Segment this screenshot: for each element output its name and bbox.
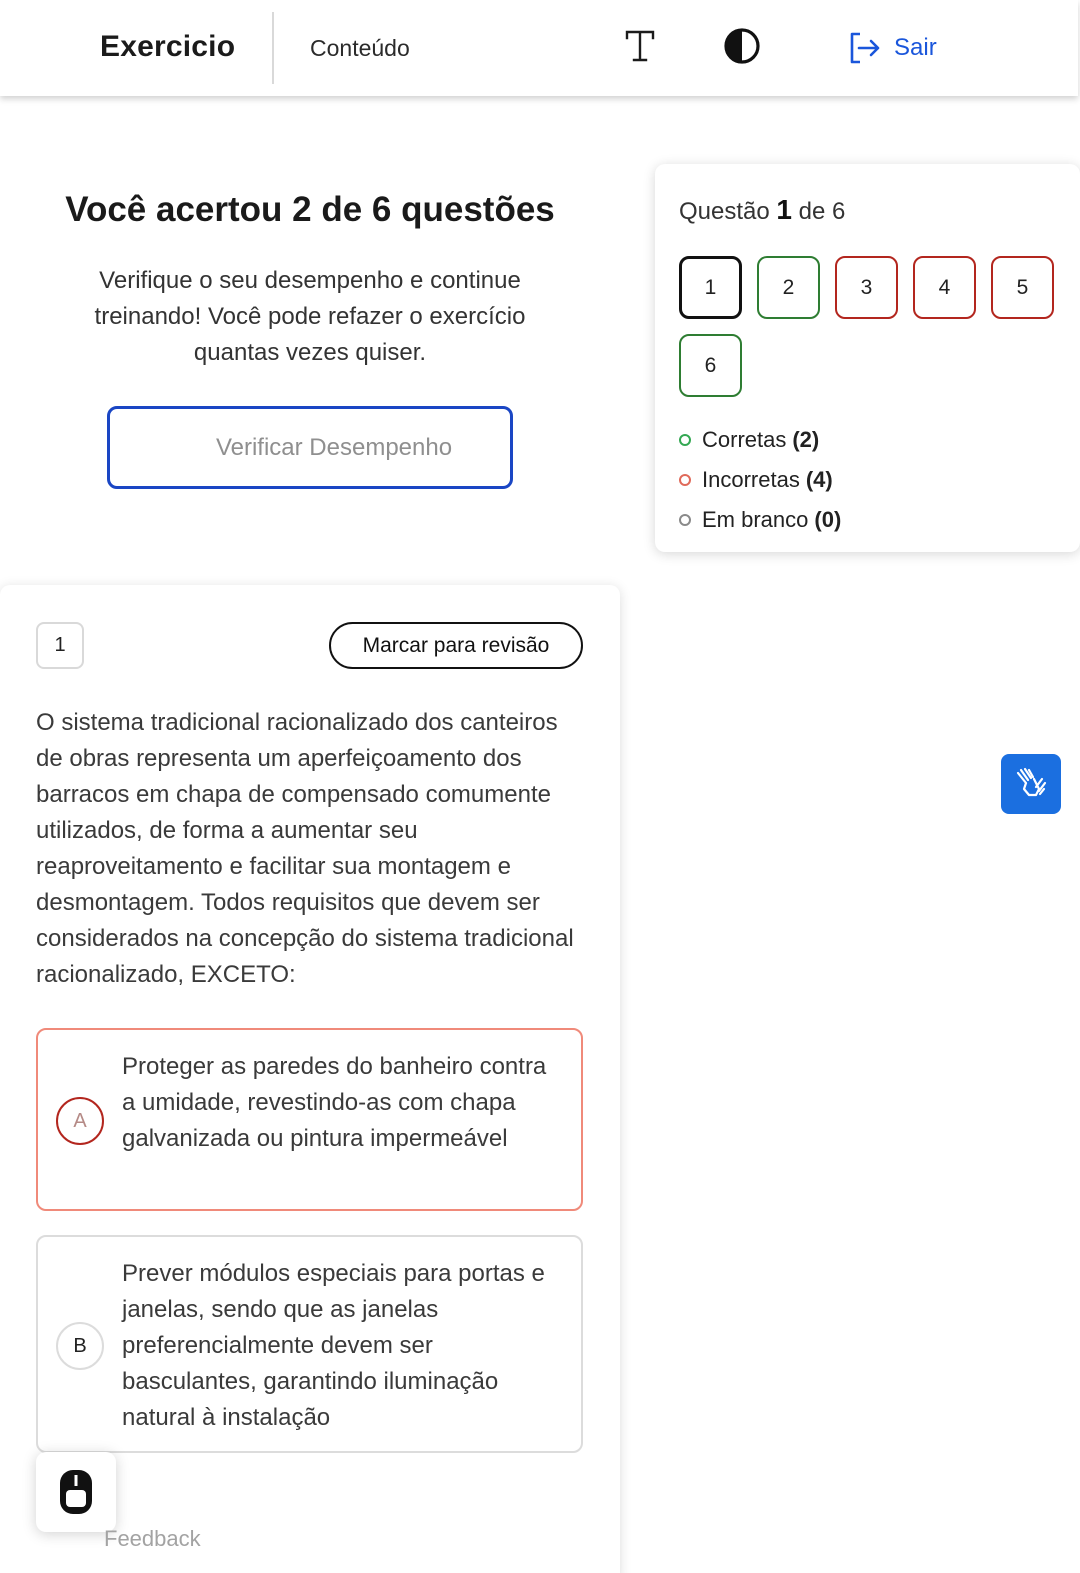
option-text: Prever módulos especiais para portas e janelas, sendo que as janelas preferencialmente devem ser basculantes, garantindo iluminação natural à instalação bbox=[122, 1260, 545, 1431]
sign-language-icon bbox=[1012, 765, 1050, 803]
question-text: O sistema tradicional racionalizado dos canteiros de obras representa um aperfeiçoamento dos barracos em chapa de compensado comumente utilizados, de forma a aumentar seu reaproveitamento e facilitar sua montagem e desmontagem. Todos requisitos que devem ser considerados na concepção do sistema tradicional racionalizado, EXCETO: bbox=[36, 709, 574, 988]
top-bar bbox=[0, 0, 1078, 96]
counter-suffix: de 6 bbox=[798, 198, 846, 225]
result-title: Você acertou 2 de 6 questões bbox=[65, 190, 555, 229]
option-letter: B bbox=[56, 1322, 104, 1370]
question-button-4[interactable]: 4 bbox=[913, 256, 976, 319]
question-button-6[interactable]: 6 bbox=[679, 334, 742, 397]
option-text: Proteger as paredes do banheiro contra a umidade, revestindo-as com chapa galvanizada ou pintura impermeável bbox=[122, 1053, 547, 1152]
legend-correct-label: Corretas bbox=[702, 427, 787, 452]
mark-for-review-button[interactable]: Marcar para revisão bbox=[329, 622, 583, 669]
check-performance-button[interactable]: Verificar Desempenho bbox=[107, 406, 513, 489]
option-letter: A bbox=[56, 1097, 104, 1145]
counter-current: 1 bbox=[776, 194, 792, 225]
legend-correct-count: (2) bbox=[792, 427, 820, 452]
answer-option-a[interactable] bbox=[36, 1028, 583, 1211]
logout-label: Sair bbox=[894, 34, 937, 61]
question-number: 1 bbox=[36, 622, 84, 669]
correct-dot-icon bbox=[679, 434, 691, 446]
legend-wrong-count: (4) bbox=[805, 467, 833, 492]
font-size-icon[interactable] bbox=[622, 26, 658, 66]
question-card bbox=[0, 585, 620, 1573]
header-divider bbox=[272, 12, 274, 84]
legend-blank bbox=[679, 500, 841, 540]
question-button-5[interactable]: 5 bbox=[991, 256, 1054, 319]
logout-button[interactable] bbox=[846, 30, 937, 66]
wrong-dot-icon bbox=[679, 474, 691, 486]
question-summary-card bbox=[655, 164, 1080, 552]
mouse-icon bbox=[56, 1467, 96, 1517]
legend bbox=[679, 420, 841, 540]
legend-wrong-label: Incorretas bbox=[702, 467, 800, 492]
legend-wrong bbox=[679, 460, 841, 500]
result-description: Verifique o seu desempenho e continue treinando! Você pode refazer o exercício quantas vezes quiser. bbox=[94, 267, 526, 366]
legend-correct bbox=[679, 420, 841, 460]
feedback-label[interactable]: Feedback bbox=[104, 1526, 201, 1551]
blank-dot-icon bbox=[679, 514, 691, 526]
counter-prefix: Questão bbox=[679, 198, 770, 225]
sign-language-button[interactable] bbox=[1001, 754, 1061, 814]
contrast-icon[interactable] bbox=[722, 26, 762, 66]
brand-title[interactable]: Exercicio bbox=[100, 30, 236, 63]
logout-icon bbox=[846, 30, 882, 66]
nav-link-content[interactable]: Conteúdo bbox=[310, 35, 410, 61]
question-counter bbox=[679, 194, 845, 226]
question-button-1[interactable]: 1 bbox=[679, 256, 742, 319]
legend-blank-count: (0) bbox=[814, 507, 842, 532]
question-button-2[interactable]: 2 bbox=[757, 256, 820, 319]
feedback-button[interactable] bbox=[36, 1452, 116, 1532]
legend-blank-label: Em branco bbox=[702, 507, 809, 532]
question-button-3[interactable]: 3 bbox=[835, 256, 898, 319]
answer-option-b[interactable] bbox=[36, 1235, 583, 1453]
